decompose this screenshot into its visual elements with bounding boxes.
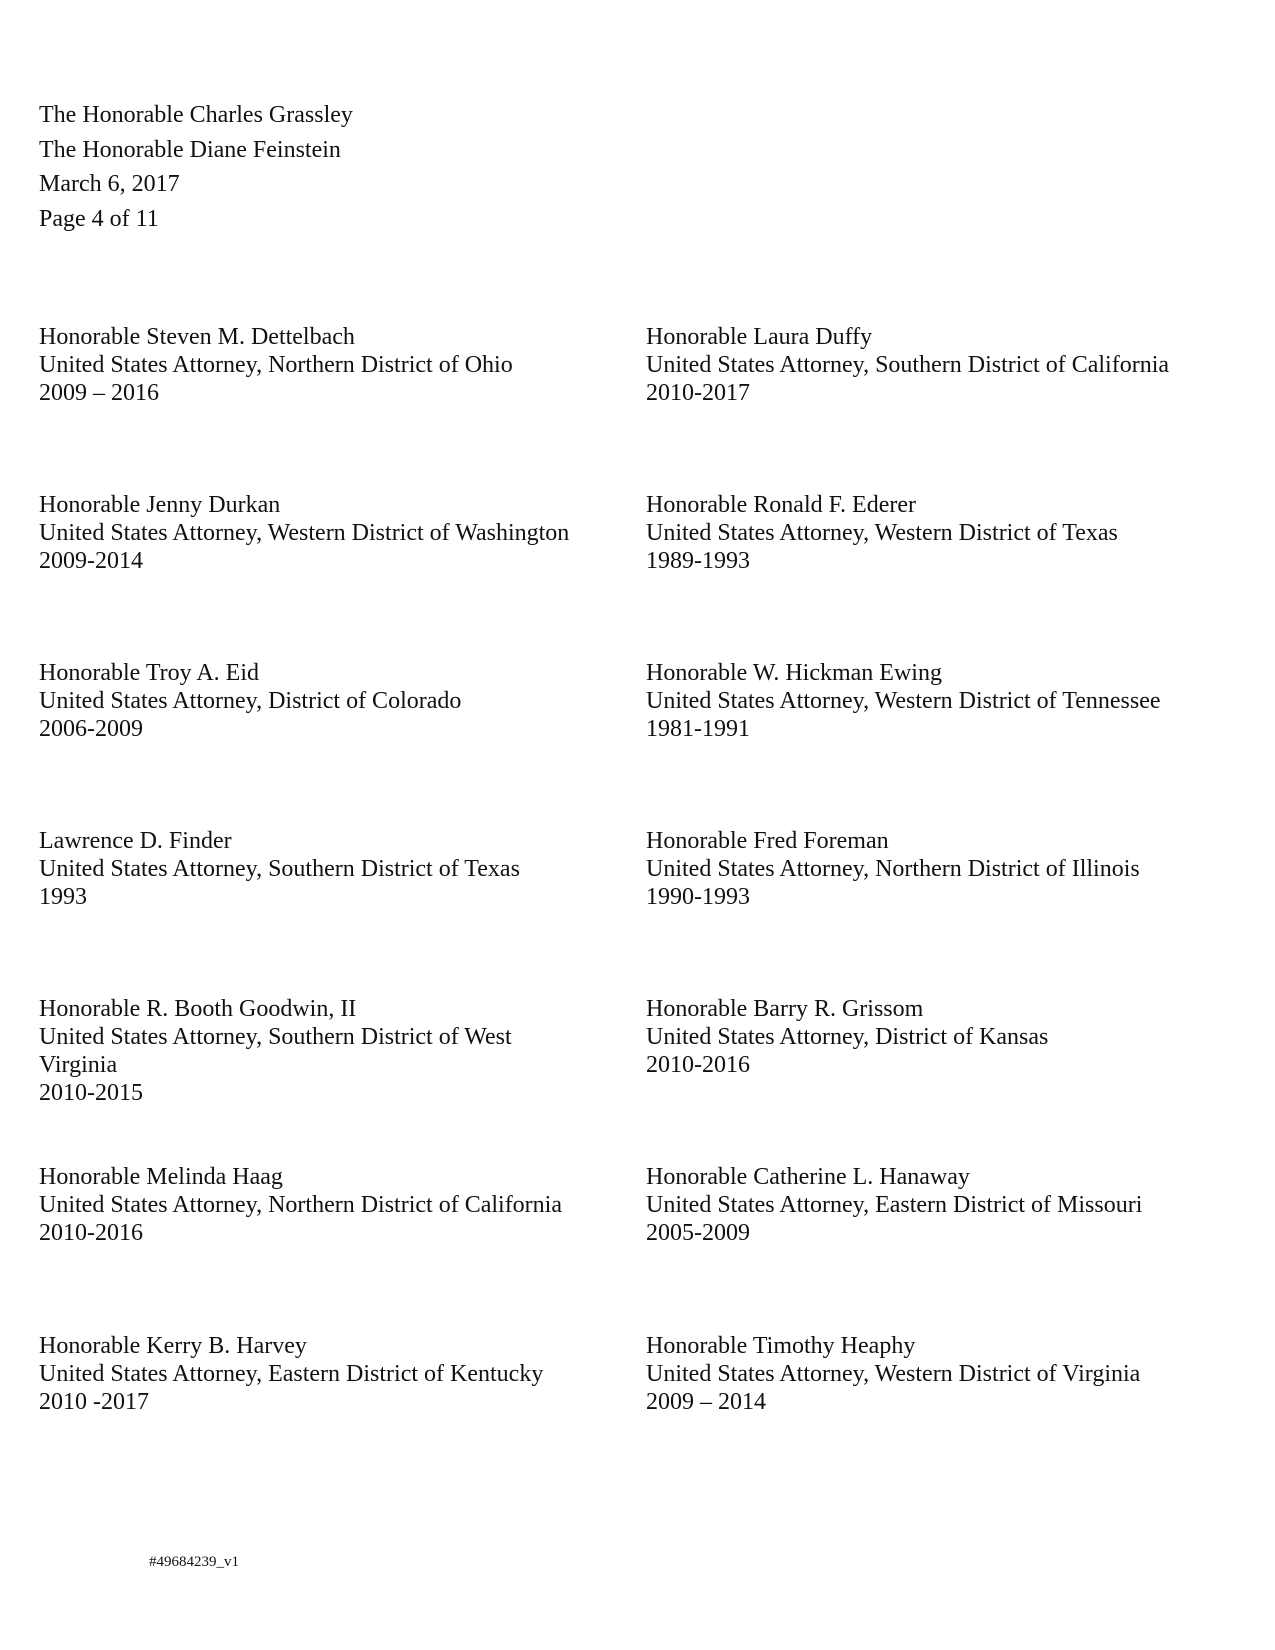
signatory-title: United States Attorney, District of Kansas [646, 1024, 1049, 1050]
signatory-name: Honorable Timothy Heaphy [646, 1333, 916, 1359]
signatory-entry [39, 323, 619, 407]
recipient-grassley: The Honorable Charles Grassley [39, 102, 353, 128]
signatory-title: United States Attorney, Southern District of Texas [39, 856, 520, 882]
letter-header [39, 98, 353, 236]
signatory-entry [39, 659, 619, 743]
signatory-name: Honorable Ronald F. Ederer [646, 492, 916, 518]
signatory-name: Honorable Melinda Haag [39, 1164, 283, 1190]
signatory-name: Honorable R. Booth Goodwin, II [39, 996, 357, 1022]
signatory-title: United States Attorney, Western District of Washington [39, 520, 570, 546]
signatory-entry [646, 1332, 1226, 1416]
signatory-entry [646, 659, 1226, 743]
signatory-entry [39, 491, 619, 575]
signatory-name: Honorable Steven M. Dettelbach [39, 324, 355, 350]
signatory-title: United States Attorney, District of Colorado [39, 688, 462, 714]
signatory-name: Honorable Fred Foreman [646, 828, 889, 854]
signatory-name: Honorable Kerry B. Harvey [39, 1333, 307, 1359]
signatory-entry [646, 1163, 1226, 1247]
signatory-title: United States Attorney, Northern District of Illinois [646, 856, 1140, 882]
recipient-feinstein: The Honorable Diane Feinstein [39, 136, 341, 163]
signatory-years: 1993 [39, 884, 87, 910]
signatory-title: United States Attorney, Northern District of Ohio [39, 352, 513, 378]
signatory-years: 2010 -2017 [39, 1389, 149, 1415]
signatory-years: 2009 – 2016 [39, 380, 159, 406]
signatory-name: Honorable Barry R. Grissom [646, 996, 924, 1022]
signatory-years: 2010-2015 [39, 1080, 143, 1106]
signatory-entry [39, 1163, 619, 1247]
signatory-title: United States Attorney, Western District of Tennessee [646, 688, 1161, 714]
signatory-entry [646, 995, 1226, 1079]
signatory-title: United States Attorney, Southern District of West [39, 1024, 512, 1050]
signatory-years: 2006-2009 [39, 716, 143, 742]
document-id-footer: #49684239_v1 [149, 1554, 239, 1570]
signatory-years: 1981-1991 [646, 716, 750, 742]
signatory-years: 2009-2014 [39, 548, 143, 574]
signatory-entry [39, 1332, 619, 1416]
signatory-title: United States Attorney, Western District of Virginia [646, 1361, 1141, 1387]
signatory-entry [39, 995, 619, 1107]
signatory-entry [646, 323, 1226, 407]
signatory-years: 2010-2017 [646, 380, 750, 406]
signatory-title: United States Attorney, Northern District of California [39, 1192, 562, 1218]
signatory-years: 2009 – 2014 [646, 1389, 766, 1415]
signatory-name: Honorable Jenny Durkan [39, 492, 281, 518]
signatory-title: United States Attorney, Western District of Texas [646, 520, 1118, 546]
signatory-title: United States Attorney, Eastern District of Missouri [646, 1192, 1143, 1218]
signatory-years: 2010-2016 [646, 1052, 750, 1078]
signatory-years: 1990-1993 [646, 884, 750, 910]
signatory-entry [646, 491, 1226, 575]
signatory-name: Honorable Catherine L. Hanaway [646, 1164, 970, 1190]
signatory-name: Lawrence D. Finder [39, 828, 232, 854]
signatory-name: Honorable Troy A. Eid [39, 660, 260, 686]
signatory-years: 1989-1993 [646, 548, 750, 574]
signatory-title: United States Attorney, Eastern District of Kentucky [39, 1361, 544, 1387]
page-number: Page 4 of 11 [39, 205, 159, 232]
signatory-entry [39, 827, 619, 911]
signatory-title-continued: Virginia [39, 1052, 118, 1078]
signatory-years: 2005-2009 [646, 1220, 750, 1246]
signatory-entry [646, 827, 1226, 911]
signatory-name: Honorable W. Hickman Ewing [646, 660, 942, 686]
signatory-name: Honorable Laura Duffy [646, 324, 873, 350]
signatory-years: 2010-2016 [39, 1220, 143, 1246]
signatory-title: United States Attorney, Southern District of California [646, 352, 1170, 378]
letter-date: March 6, 2017 [39, 171, 180, 197]
